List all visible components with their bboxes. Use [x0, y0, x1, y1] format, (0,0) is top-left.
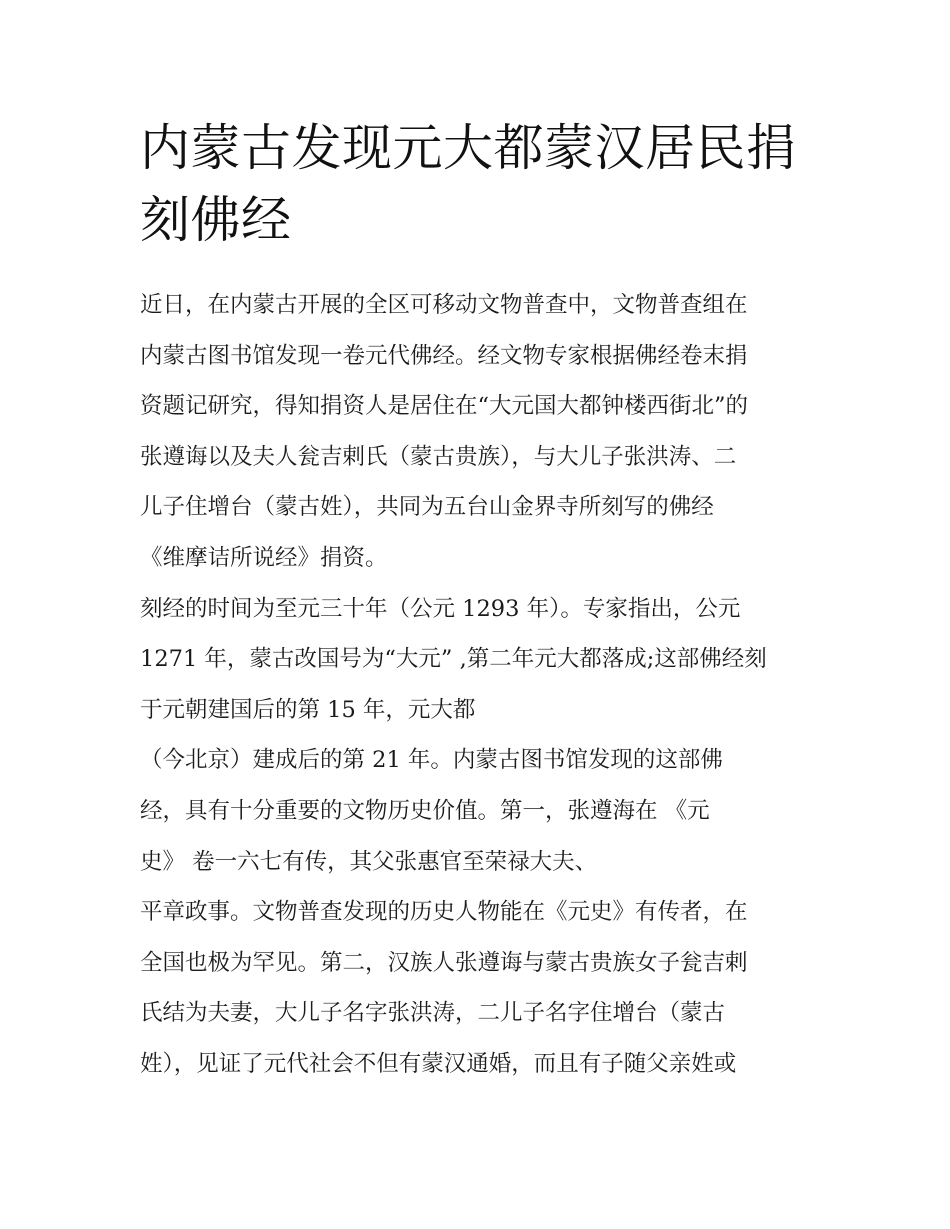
article-body — [140, 280, 830, 1090]
body-line-2: 内蒙古图书馆发现一卷元代佛经。经文物专家根据佛经卷末捐 — [140, 342, 748, 369]
body-line-1: 近日，在内蒙古开展的全区可移动文物普查中，文物普查组在 — [140, 292, 748, 318]
article-title — [140, 112, 820, 256]
body-line-9: 于元朝建国后的第 15 年，元大都 — [140, 696, 476, 723]
body-line-15: 氏结为夫妻，大儿子名字张洪涛，二儿子名字住增台（蒙古 — [140, 1000, 726, 1027]
body-line-3: 资题记研究，得知捐资人是居住在“大元国大都钟楼西街北”的 — [140, 393, 749, 420]
body-line-4: 张遵诲以及夫人瓮吉剌氏（蒙古贵族），与大儿子张洪涛、二 — [140, 443, 737, 470]
title-line-1: 内蒙古发现元大都蒙汉居民捐 — [140, 119, 797, 177]
body-line-14: 全国也极为罕见。第二，汉族人张遵诲与蒙古贵族女子瓮吉剌 — [140, 949, 748, 976]
body-line-10: （今北京）建成后的第 21 年。内蒙古图书馆发现的这部佛 — [140, 747, 723, 774]
body-line-16: 姓），见证了元代社会不但有蒙汉通婚，而且有子随父亲姓或 — [140, 1050, 737, 1077]
body-line-12: 史》 卷一六七有传，其父张惠官至荣禄大夫、 — [140, 848, 598, 875]
title-line-2: 刻佛经 — [140, 191, 292, 249]
body-line-11: 经，具有十分重要的文物历史价值。第一，张遵海在 《元 — [140, 797, 710, 824]
body-line-13: 平章政事。文物普查发现的历史人物能在《元史》有传者，在 — [140, 899, 748, 926]
body-line-7: 刻经的时间为至元三十年（公元 1293 年）。专家指出，公元 — [140, 595, 741, 622]
body-line-8: 1271 年，蒙古改国号为“大元” ,第二年元大都落成;这部佛经刻 — [140, 646, 767, 673]
body-line-5: 儿子住增台（蒙古姓），共同为五台山金界寺所刻写的佛经 — [140, 494, 714, 521]
body-line-6: 《维摩诘所说经》捐资。 — [140, 544, 388, 571]
